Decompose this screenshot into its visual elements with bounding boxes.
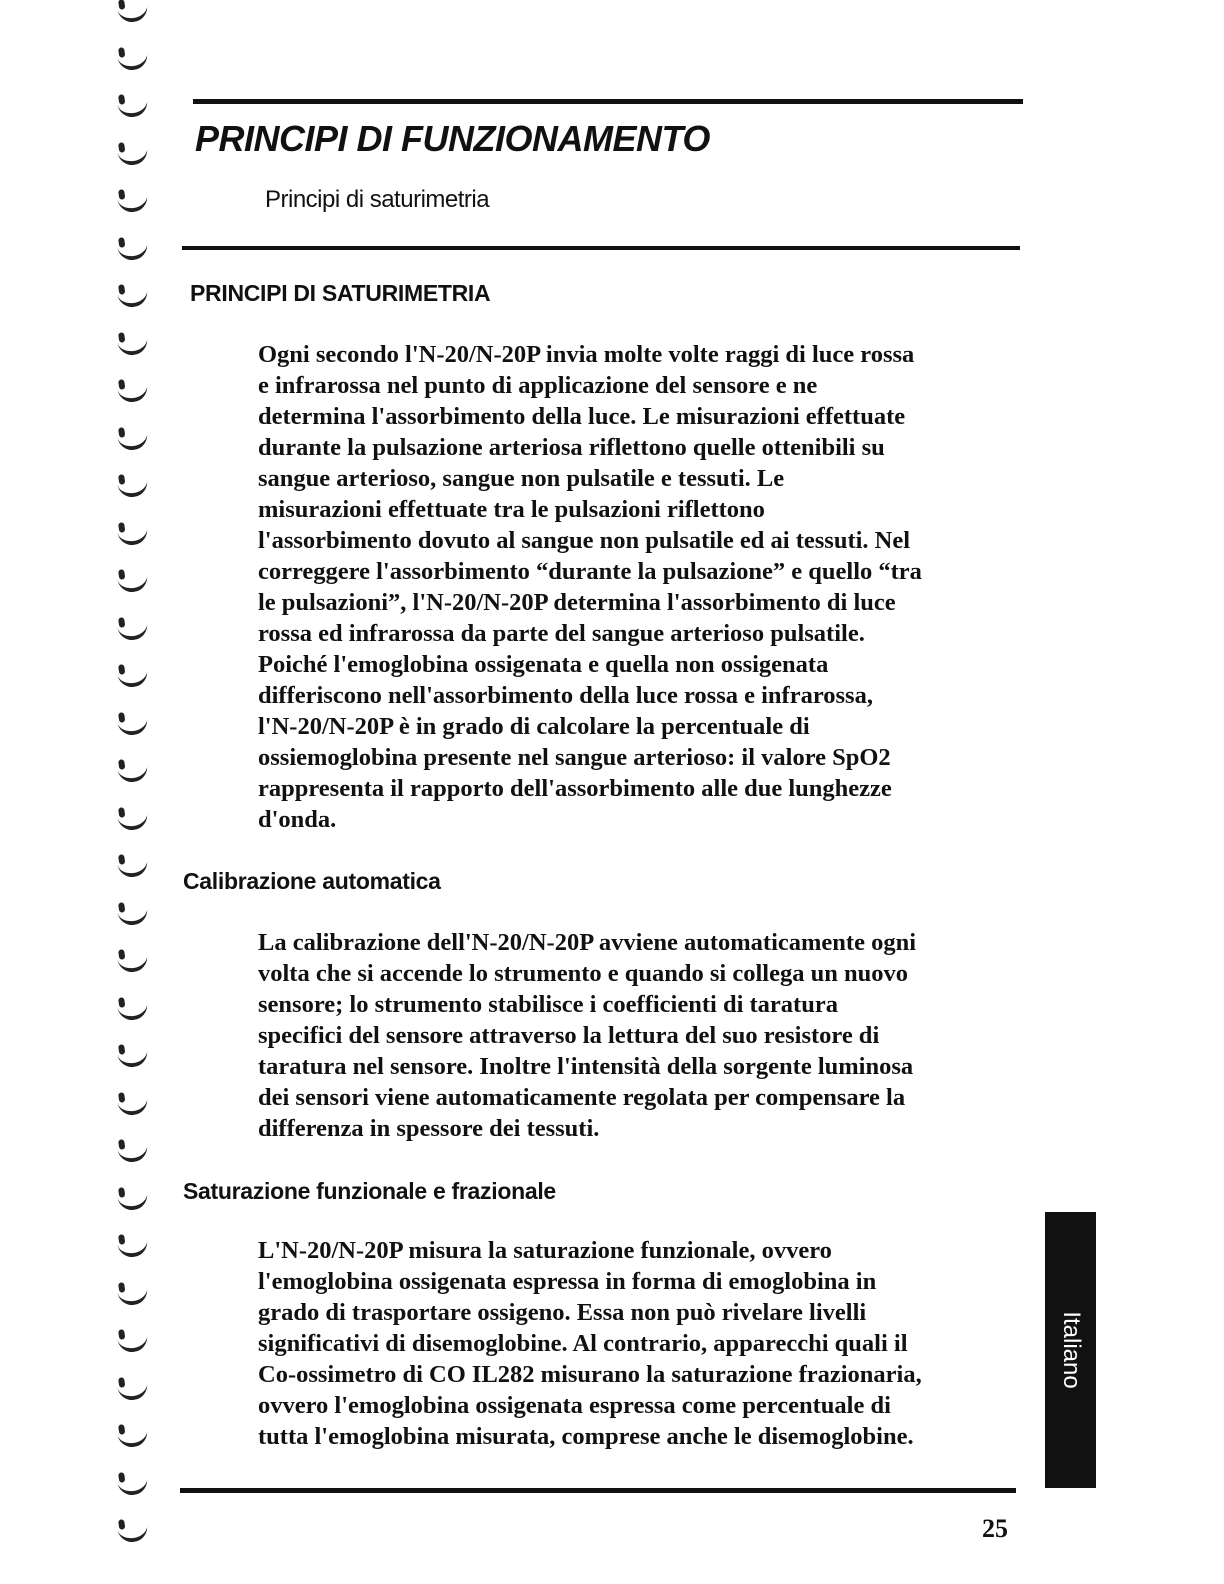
body-line: sangue arterioso, sangue non pulsatile e tessuti. Le xyxy=(258,465,785,492)
section-body-saturimetria xyxy=(258,339,1020,835)
binding-ring xyxy=(117,2,149,24)
binding-ring xyxy=(117,1475,149,1497)
body-line: Poiché l'emoglobina ossigenata e quella non ossigenata xyxy=(258,651,829,678)
body-line: La calibrazione dell'N-20/N-20P avviene automaticamente ogni xyxy=(258,929,917,956)
binding-ring xyxy=(117,49,149,71)
body-line: dei sensori viene automaticamente regolata per compensare la xyxy=(258,1084,906,1111)
binding-ring xyxy=(117,1427,149,1449)
binding-ring xyxy=(117,1142,149,1164)
binding-ring xyxy=(117,1047,149,1069)
binding-ring xyxy=(117,810,149,832)
binding-ring xyxy=(117,620,149,642)
body-line: misurazioni effettuate tra le pulsazioni riflettono xyxy=(258,496,765,523)
body-line: l'N-20/N-20P è in grado di calcolare la percentuale di xyxy=(258,713,810,740)
body-line: durante la pulsazione arteriosa riflettono quelle ottenibili su xyxy=(258,434,885,461)
binding-ring xyxy=(117,477,149,499)
body-line: L'N-20/N-20P misura la saturazione funzionale, ovvero xyxy=(258,1237,832,1264)
page-subtitle: Principi di saturimetria xyxy=(265,186,490,213)
section-body-saturazione xyxy=(258,1235,1020,1452)
language-tab xyxy=(1045,1212,1096,1488)
binding-ring xyxy=(117,382,149,404)
binding-ring xyxy=(117,952,149,974)
bottom-rule xyxy=(180,1488,1016,1493)
binding-ring xyxy=(117,287,149,309)
binding-ring xyxy=(117,1522,149,1544)
binding-ring xyxy=(117,905,149,927)
body-line: specifici del sensore attraverso la lettura del suo resistore di xyxy=(258,1022,880,1049)
binding-ring xyxy=(117,857,149,879)
binding-ring xyxy=(117,1190,149,1212)
binding-ring xyxy=(117,1000,149,1022)
body-line: rappresenta il rapporto dell'assorbimento alle due lunghezze xyxy=(258,775,892,802)
body-line: rossa ed infrarossa da parte del sangue arterioso pulsatile. xyxy=(258,620,865,647)
section-heading-saturazione: Saturazione funzionale e frazionale xyxy=(183,1178,556,1204)
binding-ring xyxy=(117,572,149,594)
body-line: d'onda. xyxy=(258,806,337,833)
body-line: l'emoglobina ossigenata espressa in forma di emoglobina in xyxy=(258,1268,877,1295)
page-title: PRINCIPI DI FUNZIONAMENTO xyxy=(195,118,710,159)
body-line: volta che si accende lo strumento e quando si collega un nuovo xyxy=(258,960,908,987)
body-line: e infrarossa nel punto di applicazione del sensore e ne xyxy=(258,372,818,399)
language-tab-label: Italiano xyxy=(1057,1311,1085,1389)
body-line: taratura nel sensore. Inoltre l'intensità della sorgente luminosa xyxy=(258,1053,914,1080)
page-number: 25 xyxy=(982,1514,1008,1543)
binding-ring xyxy=(117,192,149,214)
section-heading-calibrazione: Calibrazione automatica xyxy=(183,868,441,894)
binding-ring xyxy=(117,1285,149,1307)
binding-ring xyxy=(117,1095,149,1117)
binding-ring xyxy=(117,667,149,689)
body-line: grado di trasportare ossigeno. Essa non può rivelare livelli xyxy=(258,1299,867,1326)
binding-ring xyxy=(117,762,149,784)
section-body-calibrazione xyxy=(258,927,1020,1144)
binding-ring xyxy=(117,335,149,357)
binding-ring xyxy=(117,525,149,547)
body-line: differenza in spessore dei tessuti. xyxy=(258,1115,600,1142)
body-line: determina l'assorbimento della luce. Le misurazioni effettuate xyxy=(258,403,906,430)
body-line: ossiemoglobina presente nel sangue arterioso: il valore SpO2 xyxy=(258,744,891,771)
body-line: l'assorbimento dovuto al sangue non pulsatile ed ai tessuti. Nel xyxy=(258,527,911,554)
section-rule xyxy=(182,246,1020,250)
body-line: Ogni secondo l'N-20/N-20P invia molte volte raggi di luce rossa xyxy=(258,341,915,368)
section-heading-saturimetria: PRINCIPI DI SATURIMETRIA xyxy=(190,280,491,306)
binding-ring xyxy=(117,1332,149,1354)
binding-ring xyxy=(117,715,149,737)
body-line: sensore; lo strumento stabilisce i coefficienti di taratura xyxy=(258,991,838,1018)
body-line: Co-ossimetro di CO IL282 misurano la saturazione frazionaria, xyxy=(258,1361,922,1388)
body-line: significativi di disemoglobine. Al contrario, apparecchi quali il xyxy=(258,1330,908,1357)
binding-ring xyxy=(117,144,149,166)
body-line: differiscono nell'assorbimento della luce rossa e infrarossa, xyxy=(258,682,873,709)
top-rule xyxy=(193,99,1023,104)
body-line: correggere l'assorbimento “durante la pulsazione” e quello “tra xyxy=(258,558,922,585)
binding-ring xyxy=(117,97,149,119)
spiral-binding xyxy=(108,0,168,1584)
binding-ring xyxy=(117,1380,149,1402)
body-line: le pulsazioni”, l'N-20/N-20P determina l'assorbimento di luce xyxy=(258,589,896,616)
binding-ring xyxy=(117,239,149,261)
body-line: tutta l'emoglobina misurata, comprese anche le disemoglobine. xyxy=(258,1423,914,1450)
binding-ring xyxy=(117,1237,149,1259)
body-line: ovvero l'emoglobina ossigenata espressa come percentuale di xyxy=(258,1392,891,1419)
binding-ring xyxy=(117,430,149,452)
